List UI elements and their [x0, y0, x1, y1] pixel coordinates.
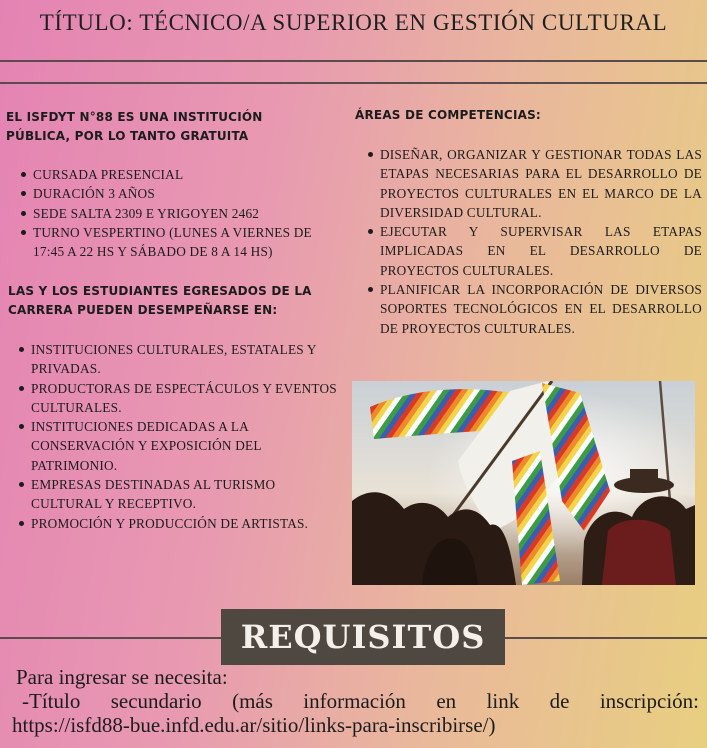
page-title: TÍTULO: TÉCNICO/A SUPERIOR EN GESTIÓN CULTURAL	[39, 10, 668, 35]
title-divider-top	[0, 60, 707, 62]
graduates-line-1: LAS Y LOS ESTUDIANTES EGRESADOS DE LA	[8, 284, 312, 298]
workplaces-list	[18, 340, 340, 533]
fact-item: CURSADA PRESENCIAL	[20, 165, 335, 184]
workplace-item: PROMOCIÓN Y PRODUCCIÓN DE ARTISTAS.	[18, 514, 340, 533]
competence-item: DISEÑAR, ORGANIZAR Y GESTIONAR TODAS LAS ETAPAS NECESARIAS PARA EL DESARROLLO DE PROYECTOS CULTURALES EN EL MARCO DE LA DIVERSIDAD CULTURAL.	[367, 145, 702, 222]
competences-title: ÁREAS DE COMPETENCIAS:	[355, 108, 541, 122]
workplace-item: INSTITUCIONES CULTURALES, ESTATALES Y PRIVADAS.	[18, 340, 340, 379]
intro-line-1: EL ISFDYT N°88 ES UNA INSTITUCIÓN	[6, 110, 263, 124]
workplace-item: PRODUCTORAS DE ESPECTÁCULOS Y EVENTOS CULTURALES.	[18, 379, 340, 418]
requirements-item-line-1: -Título secundario (más información en link de inscripción:	[22, 689, 699, 713]
registration-link[interactable]: https://isfd88-bue.infd.edu.ar/sitio/links-para-inscribirse/)	[12, 713, 496, 737]
requisitos-divider-right	[505, 637, 707, 639]
wiphala-flags-photo	[352, 381, 695, 585]
competence-item: PLANIFICAR LA INCORPORACIÓN DE DIVERSOS SOPORTES TECNOLÓGICOS EN EL DESARROLLO DE PROYECTOS CULTURALES.	[367, 280, 702, 338]
graduates-heading	[8, 282, 348, 320]
fact-item: TURNO VESPERTINO (LUNES A VIERNES DE 17:45 A 22 HS Y SÁBADO DE 8 A 14 HS)	[20, 223, 335, 262]
fact-item: SEDE SALTA 2309 E YRIGOYEN 2462	[20, 204, 335, 223]
facts-list	[20, 165, 335, 261]
workplace-item: INSTITUCIONES DEDICADAS A LA CONSERVACIÓN Y EXPOSICIÓN DEL PATRIMONIO.	[18, 417, 340, 475]
workplace-item: EMPRESAS DESTINADAS AL TURISMO CULTURAL Y RECEPTIVO.	[18, 475, 340, 514]
title-divider-bottom	[0, 82, 707, 84]
requisitos-divider-left	[0, 637, 221, 639]
intro-heading	[6, 108, 336, 146]
intro-line-2: PÚBLICA, POR LO TANTO GRATUITA	[6, 129, 249, 143]
competence-item: EJECUTAR Y SUPERVISAR LAS ETAPAS IMPLICADAS EN EL DESARROLLO DE PROYECTOS CULTURALES.	[367, 222, 702, 280]
requirements-intro: Para ingresar se necesita:	[16, 665, 228, 689]
fact-item: DURACIÓN 3 AÑOS	[20, 184, 335, 203]
competences-list	[367, 145, 702, 338]
graduates-line-2: CARRERA PUEDEN DESEMPEÑARSE EN:	[8, 303, 278, 317]
requisitos-heading: REQUISITOS	[221, 609, 505, 665]
